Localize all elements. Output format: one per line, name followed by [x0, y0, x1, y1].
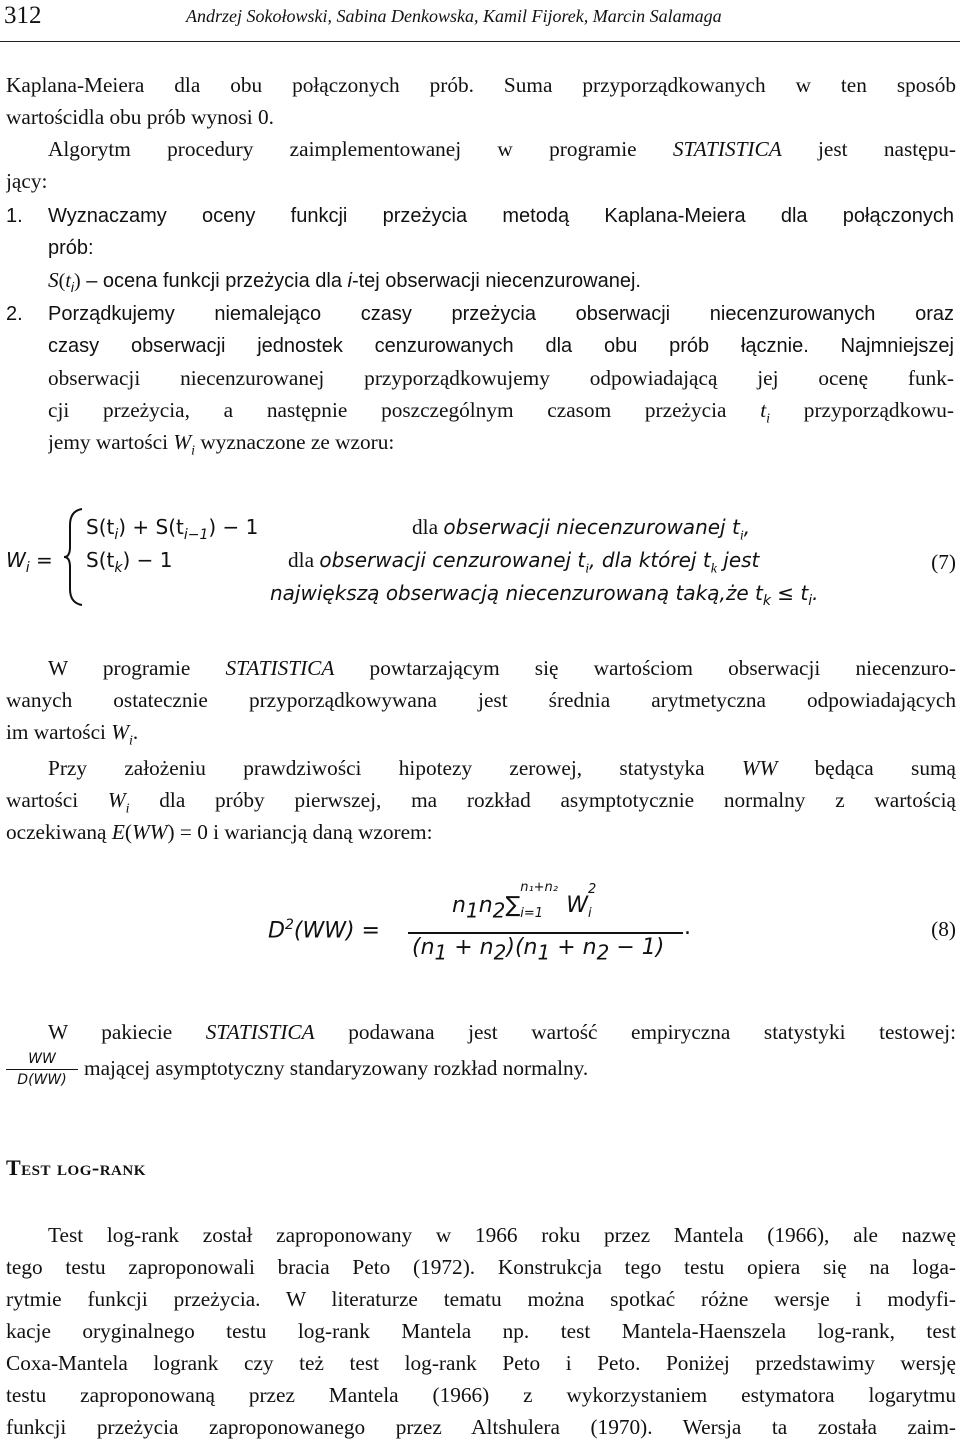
running-header [0, 0, 960, 40]
left-brace [62, 507, 86, 607]
header-rule [0, 41, 960, 42]
text-line: Przy założeniu prawdziwości hipotezy zerowej, statystyka WW będąca sumą [48, 756, 956, 780]
text-line: funkcji przeżycia zaproponowanego przez Altshulera (1970). Wersja ta została zaim- [6, 1415, 956, 1439]
equation-number: (7) [931, 550, 956, 574]
text-line: wartościdla obu prób wynosi 0. [6, 105, 274, 129]
text-line: Kaplana-Meiera dla obu połączonych prób. Suma przyporządkowanych w ten sposób [6, 73, 956, 97]
section-heading: Test log-rank [6, 1155, 146, 1180]
running-header-authors: Andrzej Sokołowski, Sabina Denkowska, Kamil Fijorek, Marcin Salamaga [186, 6, 722, 26]
case-1-condition: dla obserwacji niecenzurowanej $t_i$, [412, 515, 751, 544]
fraction-denominator: $(n_1 + n_2)(n_1 + n_2 - 1)$ [412, 935, 665, 965]
paragraph-5 [6, 1016, 956, 1098]
list-number: 2. [6, 303, 23, 325]
inline-fraction: WW D(WW) [6, 1050, 78, 1089]
text-line: Test log-rank został zaproponowany w 1966 roku przez Mantela (1966), ale nazwę [48, 1223, 956, 1247]
text-line: jemy wartości $W_i$ wyznaczone ze wzoru: [48, 430, 395, 458]
text-line: prób: [48, 237, 94, 259]
case-1-expression: $S(t_i) + S(t_{i-1}) - 1$ [86, 515, 259, 543]
text-line: Wyznaczamy oceny funkcji przeżycia metodą Kaplana-Meiera dla połączonych [48, 205, 954, 227]
text-line: wanych ostatecznie przyporządkowywana jest średnia arytmetyczna odpowiadających [6, 688, 956, 712]
case-2-expression: $S(t_k) - 1$ [86, 548, 173, 576]
text-line: czasy obserwacji jednostek cenzurowanych dla obu prób łącznie. Najmniejszej [48, 335, 954, 357]
software-name: STATISTICA [205, 1020, 315, 1044]
fraction-bar [408, 932, 683, 934]
equation-period: . [684, 915, 691, 940]
list-item-step-2 [6, 298, 956, 468]
equation-lhs: $W_i$ = [6, 548, 53, 576]
equation-number: (8) [931, 917, 956, 941]
paragraph-3 [6, 652, 956, 748]
case-2-condition-continued: największą obserwacją niecenzurowaną taką,że $t_k \le t_i$. [270, 581, 819, 609]
fraction-numerator: $n_1n_2\sum$ n₁+n₂ i=1 W 2 i [452, 880, 597, 923]
software-name: STATISTICA [225, 656, 335, 680]
text-line: rytmie funkcji przeżycia. W literaturze tematu można spotkać różne wersje i modyfi- [6, 1287, 956, 1311]
text-line: W pakiecie STATISTICA podawana jest wartość empiryczna statystyki testowej: [48, 1020, 956, 1044]
text-line: Algorytm procedury zaimplementowanej w programie STATISTICA jest następu- [48, 137, 956, 161]
paragraph-2 [6, 133, 956, 197]
list-item-step-1 [6, 200, 956, 300]
equation-7 [0, 505, 960, 625]
text-line: oczekiwaną E(WW) = 0 i wariancją daną wzorem: [6, 820, 433, 844]
text-line: Coxa-Mantela logrank czy też test log-rank Peto i Peto. Poniżej przedstawimy wersję [6, 1351, 956, 1375]
text-line: WW D(WW) mającej asymptotyczny standaryzowany rozkład normalny. [6, 1048, 956, 1098]
list-item-body [48, 200, 954, 296]
text-line: testu zaproponowaną przez Mantela (1966) z wykorzystaniem estymatora logarytmu [6, 1383, 956, 1407]
page-number: 312 [4, 2, 42, 29]
text-line: cji przeżycia, a następnie poszczególnym czasom przeżycia $t_i$ przyporządkowu- [48, 398, 954, 426]
paragraph-1 [6, 69, 956, 133]
text-line: Porządkujemy niemalejąco czasy przeżycia obserwacji niecenzurowanych oraz [48, 303, 954, 325]
list-number: 1. [6, 205, 23, 227]
text-line: tego testu zaproponowali bracia Peto (1972). Konstrukcja tego testu opiera się na loga- [6, 1255, 956, 1279]
case-2-condition: dla obserwacji cenzurowanej $t_i$, dla której $t_k$ jest [288, 548, 760, 577]
list-item-body [48, 298, 954, 458]
paragraph-6 [6, 1219, 956, 1443]
text-line: wartości $W_i$ dla próby pierwszej, ma rozkład asymptotycznie normalny z wartością [6, 788, 956, 816]
equation-8 [0, 880, 960, 975]
text-line: obserwacji niecenzurowanej przyporządkowujemy odpowiadającą jej ocenę funk- [48, 366, 954, 390]
text-line: W programie STATISTICA powtarzającym się wartościom obserwacji niecenzuro- [48, 656, 956, 680]
equation-lhs: $D^2(WW)$ = [268, 917, 380, 944]
software-name: STATISTICA [672, 137, 782, 161]
paragraph-4 [6, 752, 956, 848]
text-line: $S(t_i)$ – ocena funkcji przeżycia dla i-tej obserwacji niecenzurowanej. [48, 268, 641, 295]
text-line: im wartości $W_i$. [6, 720, 139, 748]
text-line: kacje oryginalnego testu log-rank Mantela np. test Mantela-Haenszela log-rank, test [6, 1319, 956, 1343]
text-line: jący: [6, 169, 48, 193]
